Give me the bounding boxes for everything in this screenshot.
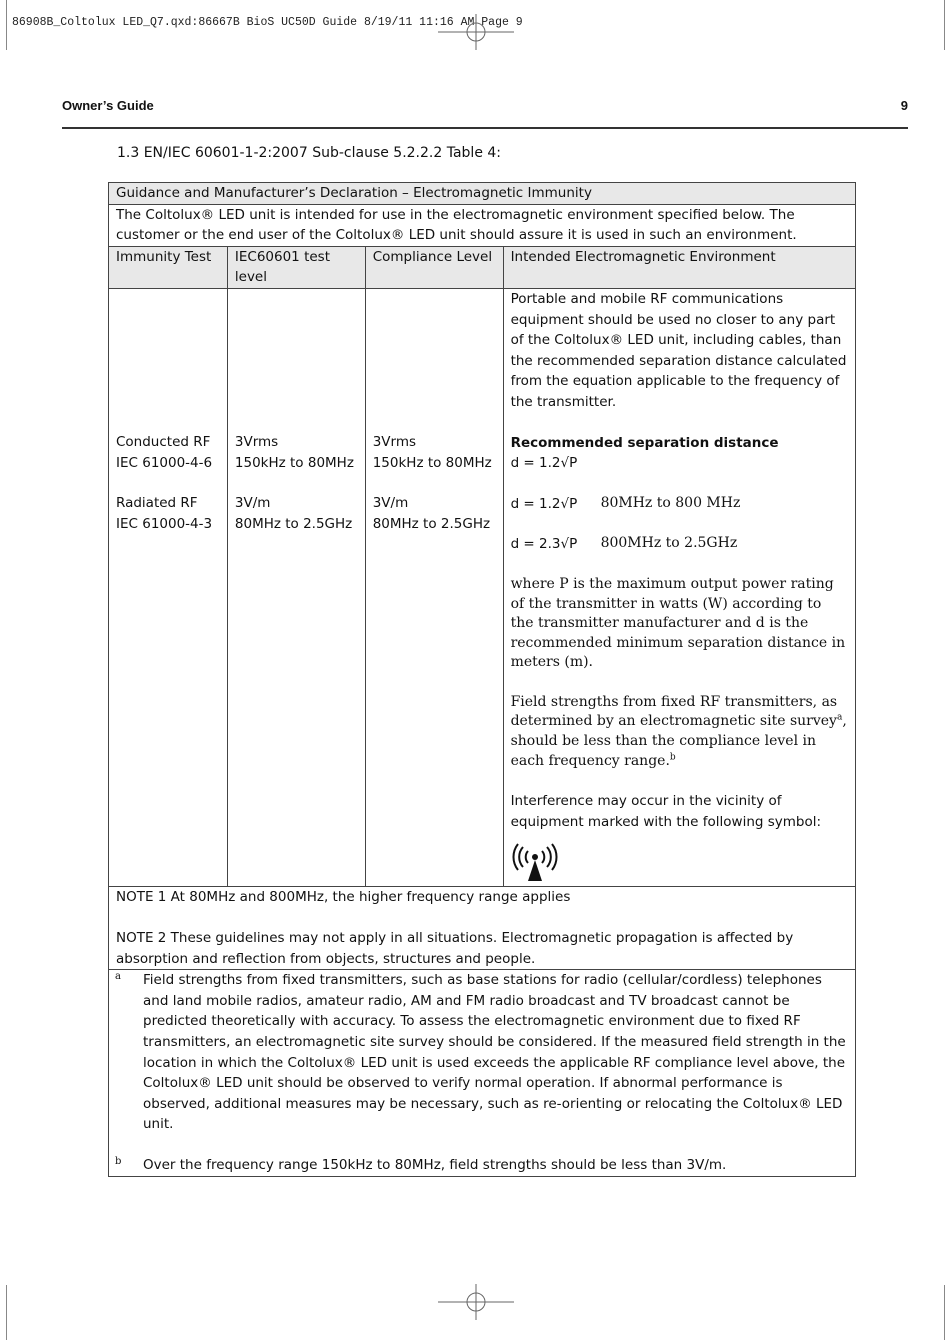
conducted-rf-label: Conducted RF bbox=[116, 433, 211, 450]
table-header-row bbox=[109, 246, 856, 288]
compliance-level-cell bbox=[365, 288, 503, 886]
formula-800-2500: d = 2.3√P bbox=[510, 536, 578, 553]
formula-800-2500-range: 800MHz to 2.5GHz bbox=[600, 535, 738, 552]
notes-row bbox=[109, 887, 856, 970]
field-strengths-text: Field strengths from fixed RF transmitters, as determined by an electromagnetic site survey bbox=[510, 693, 838, 730]
radiated-test-range: 80MHz to 2.5GHz bbox=[234, 515, 353, 532]
conducted-test-level: 3Vrms bbox=[234, 433, 279, 450]
page-header-title: Owner’s Guide bbox=[62, 98, 154, 113]
test-level-cell bbox=[227, 288, 365, 886]
footnote-b-mark: b bbox=[115, 1155, 122, 1167]
conducted-compliance-range: 150kHz to 80MHz bbox=[372, 454, 492, 471]
crop-mark bbox=[6, 1285, 7, 1340]
radiated-compliance-level: 3V/m bbox=[372, 495, 409, 512]
formula-80-800-range: 80MHz to 800 MHz bbox=[600, 494, 741, 511]
section-title: 1.3 EN/IEC 60601-1-2:2007 Sub-clause 5.2.2.2 Table 4: bbox=[117, 145, 502, 161]
emc-immunity-table bbox=[108, 182, 856, 1177]
footnotes-cell bbox=[109, 970, 856, 1176]
table-title-row bbox=[109, 183, 856, 205]
radiated-rf-standard: IEC 61000-4-3 bbox=[116, 515, 213, 532]
conducted-test-range: 150kHz to 80MHz bbox=[234, 454, 354, 471]
table-intro: The Coltolux® LED unit is intended for use in the electromagnetic environment specified below. The customer or the end user of the Coltolux® LED unit should assure it is used in such an environment. bbox=[109, 204, 856, 246]
radiated-compliance-range: 80MHz to 2.5GHz bbox=[372, 515, 491, 532]
column-header-test-level: IEC60601 test level bbox=[227, 246, 365, 288]
footnote-b-text: Over the frequency range 150kHz to 80MHz, field strengths should be less than 3V/m. bbox=[143, 1156, 727, 1173]
footnote-b bbox=[113, 1155, 848, 1176]
environment-intro: Portable and mobile RF communications equipment should be used no closer to any part of the Coltolux® LED unit, including cables, than the recommended separation distance calculated from the equation applicable to the frequency of the transmitter. bbox=[510, 290, 847, 410]
printer-slug: 86908B_Coltolux LED_Q7.qxd:86667B BioS UC50D Guide 8/19/11 11:16 AM Page 9 bbox=[12, 16, 523, 29]
where-definition: where P is the maximum output power rating of the transmitter in watts (W) according to the transmitter manufacturer and d is the recommended minimum separation distance in meters (m). bbox=[510, 575, 846, 671]
interference-note: Interference may occur in the vicinity of equipment marked with the following symbol: bbox=[510, 793, 822, 830]
conducted-rf-standard: IEC 61000-4-6 bbox=[116, 454, 213, 471]
column-header-compliance-level: Compliance Level bbox=[365, 246, 503, 288]
note-2: NOTE 2 These guidelines may not apply in all situations. Electromagnetic propagation is affected by absorption and reflection from objects, structures and people. bbox=[116, 930, 794, 967]
formula-conducted: d = 1.2√P bbox=[510, 455, 578, 472]
table-title: Guidance and Manufacturer’s Declaration – Electromagnetic Immunity bbox=[109, 183, 856, 205]
table-intro-row bbox=[109, 204, 856, 246]
crop-mark bbox=[944, 0, 945, 50]
environment-cell bbox=[503, 288, 855, 886]
crop-mark bbox=[944, 1285, 945, 1340]
header-divider bbox=[62, 127, 908, 129]
radiated-test-level: 3V/m bbox=[234, 495, 271, 512]
footnote-a bbox=[113, 970, 848, 1135]
notes-cell bbox=[109, 887, 856, 970]
registration-mark-icon bbox=[438, 1284, 514, 1320]
formula-row-800-2500 bbox=[511, 534, 848, 555]
non-ionizing-radiation-icon bbox=[511, 842, 559, 882]
column-header-environment: Intended Electromagnetic Environment bbox=[503, 246, 855, 288]
note-1: NOTE 1 At 80MHz and 800MHz, the higher frequency range applies bbox=[116, 889, 571, 906]
immunity-test-cell bbox=[109, 288, 228, 886]
footnotes-row bbox=[109, 970, 856, 1176]
formula-row-80-800 bbox=[511, 494, 848, 515]
footnote-a-text: Field strengths from fixed transmitters, such as base stations for radio (cellular/cordless) telephones and land mobile radios, amateur radio, AM and FM radio broadcast and TV broadcast cannot be predicted theoretically with accuracy. To assess the electromagnetic environment due to fixed RF transmitters, an electromagnetic site survey should be considered. If the measured field strength in the location in which the Coltolux® LED unit is used exceeds the applicable RF compliance level above, the Coltolux® LED unit should be observed to verify normal operation. If abnormal performance is observed, additional measures may be necessary, such as re-orienting or relocating the Coltolux® LED unit. bbox=[143, 972, 846, 1133]
field-strengths-statement bbox=[511, 693, 848, 771]
conducted-compliance-level: 3Vrms bbox=[372, 433, 417, 450]
radiated-rf-label: Radiated RF bbox=[116, 495, 198, 512]
footnote-a-mark: a bbox=[115, 971, 121, 983]
page-number: 9 bbox=[900, 98, 908, 113]
field-strengths-continued: , should be less than the compliance level in each frequency range. bbox=[510, 713, 847, 769]
table-row bbox=[109, 288, 856, 886]
column-header-immunity-test: Immunity Test bbox=[109, 246, 228, 288]
footnote-ref-a: a bbox=[836, 712, 843, 723]
registration-mark-icon bbox=[438, 14, 514, 50]
formula-80-800: d = 1.2√P bbox=[510, 495, 578, 512]
crop-mark bbox=[6, 0, 7, 50]
separation-distance-heading: Recommended separation distance bbox=[510, 434, 779, 451]
footnote-ref-b: b bbox=[669, 752, 676, 762]
